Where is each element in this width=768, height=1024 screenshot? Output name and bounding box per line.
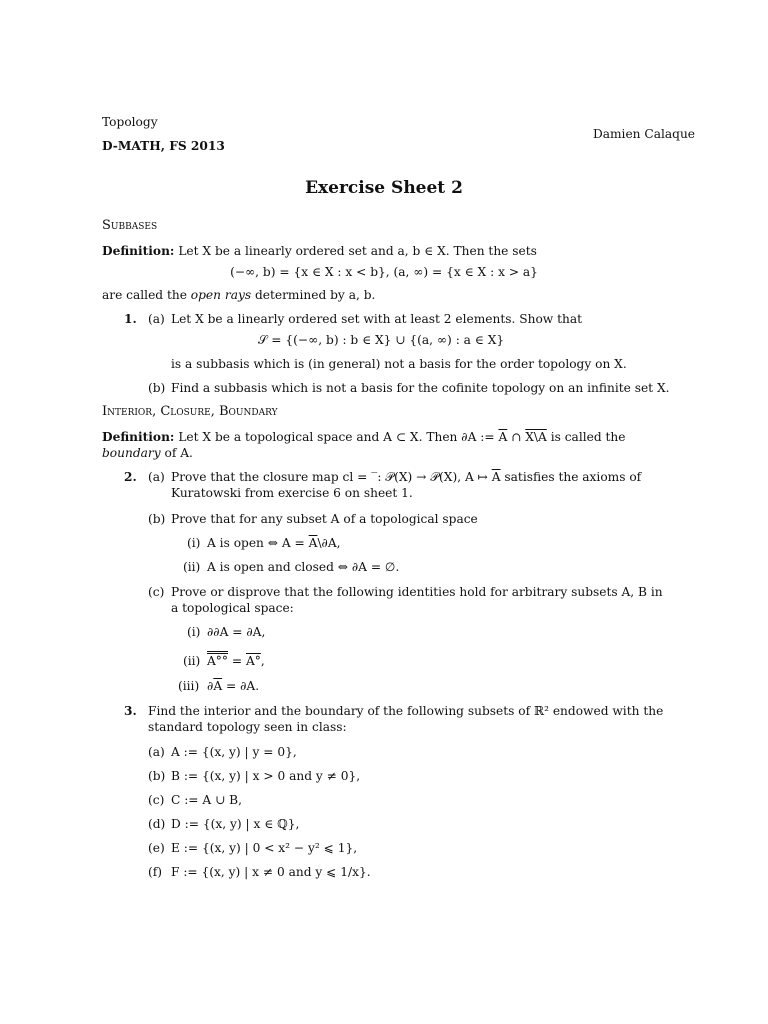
ex3-text: Find the interior and the boundary of the following subsets of ℝ² endowed with the — [148, 704, 664, 718]
ex2-b-label: (b) — [148, 512, 166, 526]
definition-conclusion — [102, 288, 375, 303]
ex2-c-line2: a topological space: — [171, 601, 294, 615]
ex1-b-text: Find a subbasis which is not a basis for the cofinite topology on an infinite set X. — [171, 381, 670, 395]
ex3-item-b-label: (b) — [148, 769, 166, 783]
text-span: are called the — [102, 288, 187, 302]
ex3-item-d-label: (d) — [148, 817, 166, 831]
ex2-c-i-label: (i) — [187, 625, 201, 639]
ex2-c-ii-text — [207, 654, 265, 669]
ex3-item-c: C := A ∪ B, — [171, 793, 242, 807]
ex2-c-text: Prove or disprove that the following identities hold for arbitrary subsets A, B in — [171, 585, 663, 599]
text-span: , — [260, 654, 265, 668]
ex2-a-label: (a) — [148, 470, 165, 484]
definition-boundary — [102, 430, 625, 445]
ex2-b-i-label: (i) — [187, 536, 201, 550]
ex2-b-text: Prove that for any subset A of a topological space — [171, 512, 478, 526]
closure-symbol: A° — [245, 654, 261, 668]
ex2-c-iii-label: (iii) — [178, 679, 200, 693]
text-span: is called the — [550, 430, 626, 444]
closure-symbol: A°° — [207, 654, 228, 668]
ex1-a-text: Let X be a linearly ordered set with at least 2 elements. Show that — [171, 312, 583, 326]
sheet-title: Exercise Sheet 2 — [305, 178, 463, 198]
ex1-a-conclusion: is a subbasis which is (in general) not a basis for the order topology on X. — [171, 357, 627, 371]
ex3-item-f: F := {(x, y) | x ≠ 0 and y ⩽ 1/x}. — [171, 865, 371, 879]
ex3-line2: standard topology seen in class: — [148, 720, 347, 734]
ex2-c-ii-label: (ii) — [183, 654, 201, 668]
exercise-2-number: 2. — [124, 470, 137, 484]
section-heading-subbases: Subbases — [102, 218, 158, 233]
definition-label: Definition: — [102, 430, 175, 444]
closure-symbol: $\overline{A}$ — [213, 679, 223, 693]
ex3-item-f-label: (f) — [148, 865, 163, 879]
ex1-b-label: (b) — [148, 381, 166, 395]
closure-symbol: $\overline{A}$ — [491, 470, 501, 484]
ex3-item-e: E := {(x, y) | 0 < x² − y² ⩽ 1}, — [171, 841, 358, 855]
course-name: Topology — [102, 115, 158, 129]
exercise-1-number: 1. — [124, 312, 137, 326]
ex2-a-line2: Kuratowski from exercise 6 on sheet 1. — [171, 486, 413, 500]
ex2-b-i-text — [207, 536, 341, 551]
text-span: of A. — [164, 446, 193, 460]
section-heading-interior: Interior, Closure, Boundary — [102, 404, 278, 419]
definition-label: Definition: — [102, 244, 175, 258]
text-span: determined by a, b. — [254, 288, 376, 302]
text-span: = ∂A. — [226, 679, 260, 693]
ex2-b-ii-label: (ii) — [183, 560, 201, 574]
text-span: Prove that the closure map cl = — [171, 470, 368, 484]
ex3-item-b: B := {(x, y) | x > 0 and y ≠ 0}, — [171, 769, 361, 783]
definition-open-rays — [102, 244, 537, 259]
ex3-item-e-label: (e) — [148, 841, 165, 855]
ex3-item-c-label: (c) — [148, 793, 165, 807]
text-span: Let X be a topological space and A ⊂ X. Then ∂A := — [178, 430, 495, 444]
text-span: satisfies the axioms of — [504, 470, 642, 484]
department-term: D-MATH, FS 2013 — [102, 139, 225, 153]
emphasis-open-rays: open rays — [190, 288, 252, 302]
text-span: \∂A, — [317, 536, 341, 550]
closure-symbol: $\overline{A}$ — [498, 430, 508, 444]
text-span: ‾: 𝒫(X) → 𝒫(X), A ↦ — [371, 470, 488, 484]
closure-symbol: X\A — [525, 430, 547, 444]
ex2-b-ii-text: A is open and closed ⇔ ∂A = ∅. — [207, 560, 400, 574]
text-span: ∂ — [207, 679, 214, 693]
ex1-a-formula: 𝒮 = {(−∞, b) : b ∈ X} ∪ {(a, ∞) : a ∈ X} — [258, 333, 505, 347]
definition-text: Let X be a linearly ordered set and a, b ∈ X. Then the sets — [178, 244, 537, 258]
definition-boundary-line2 — [102, 446, 193, 461]
text-span: A is open ⇔ A = — [207, 536, 305, 550]
ex2-c-iii-text — [207, 679, 259, 694]
ex3-item-a-label: (a) — [148, 745, 165, 759]
ex3-item-a: A := {(x, y) | y = 0}, — [171, 745, 297, 759]
open-rays-formula: (−∞, b) = {x ∈ X : x < b}, (a, ∞) = {x ∈ X : x > a} — [230, 265, 538, 279]
emphasis-boundary: boundary — [102, 446, 161, 460]
ex2-c-i-text: ∂∂A = ∂A, — [207, 625, 266, 639]
ex2-a-text — [171, 470, 641, 485]
author-name: Damien Calaque — [592, 127, 695, 141]
text-span: = — [231, 654, 243, 668]
closure-symbol: $\overline{A}$ — [308, 536, 318, 550]
text-span: ∩ — [511, 430, 522, 444]
exercise-3-number: 3. — [124, 704, 137, 718]
ex3-item-d: D := {(x, y) | x ∈ ℚ}, — [171, 817, 300, 831]
ex1-a-label: (a) — [148, 312, 165, 326]
ex2-c-label: (c) — [148, 585, 165, 599]
